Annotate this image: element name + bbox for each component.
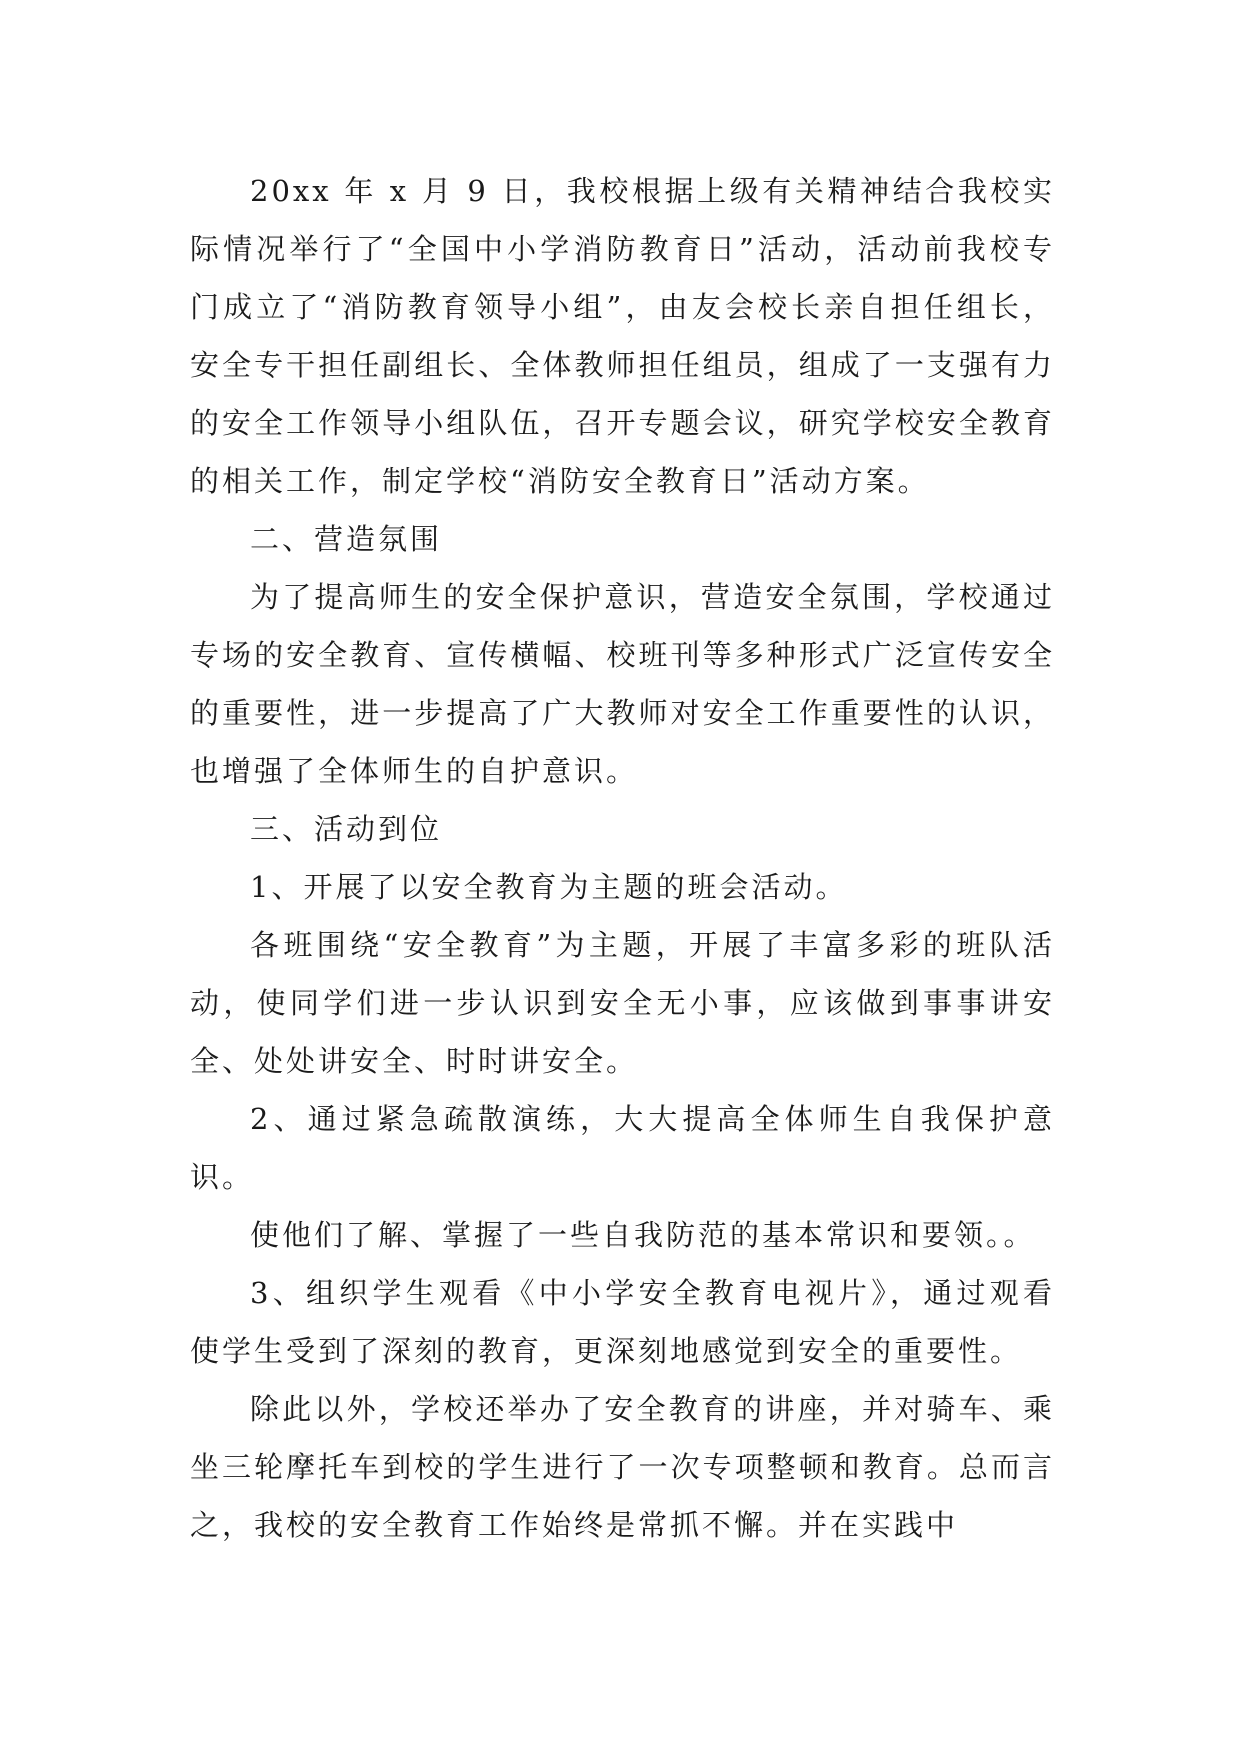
paragraph-item-2: 2、通过紧急疏散演练，大大提高全体师生自我保护意识。 <box>190 1102 1055 1194</box>
paragraph-atmosphere: 为了提高师生的安全保护意识，营造安全氛围，学校通过专场的安全教育、宣传横幅、校班刊等多种形式广泛宣传安全的重要性，进一步提高了广大教师对安全工作重要性的认识，也增强了全体师生的自护意识。 <box>190 580 1055 788</box>
heading-activities: 三、活动到位 <box>250 812 443 846</box>
document-body <box>190 162 1055 1554</box>
paragraph-item-3: 3、组织学生观看《中小学安全教育电视片》，通过观看使学生受到了深刻的教育，更深刻地感觉到安全的重要性。 <box>190 1276 1055 1368</box>
heading-atmosphere: 二、营造氛围 <box>250 522 443 556</box>
paragraph-self-protection: 使他们了解、掌握了一些自我防范的基本常识和要领。。 <box>250 1218 1036 1252</box>
paragraph-class-activities: 各班围绕“安全教育”为主题，开展了丰富多彩的班队活动，使同学们进一步认识到安全无小事，应该做到事事讲安全、处处讲安全、时时讲安全。 <box>190 928 1055 1078</box>
paragraph-conclusion: 除此以外，学校还举办了安全教育的讲座，并对骑车、乘坐三轮摩托车到校的学生进行了一次专项整顿和教育。总而言之，我校的安全教育工作始终是常抓不懈。并在实践中 <box>190 1392 1055 1542</box>
paragraph-item-1: 1、开展了以安全教育为主题的班会活动。 <box>250 870 848 904</box>
paragraph-intro: 20xx 年 x 月 9 日，我校根据上级有关精神结合我校实际情况举行了“全国中小学消防教育日”活动，活动前我校专门成立了“消防教育领导小组”，由友会校长亲自担任组长，安全专干担任副组长、全体教师担任组员，组成了一支强有力的安全工作领导小组队伍，召开专题会议，研究学校安全教育的相关工作，制定学校“消防安全教育日”活动方案。 <box>190 174 1055 498</box>
